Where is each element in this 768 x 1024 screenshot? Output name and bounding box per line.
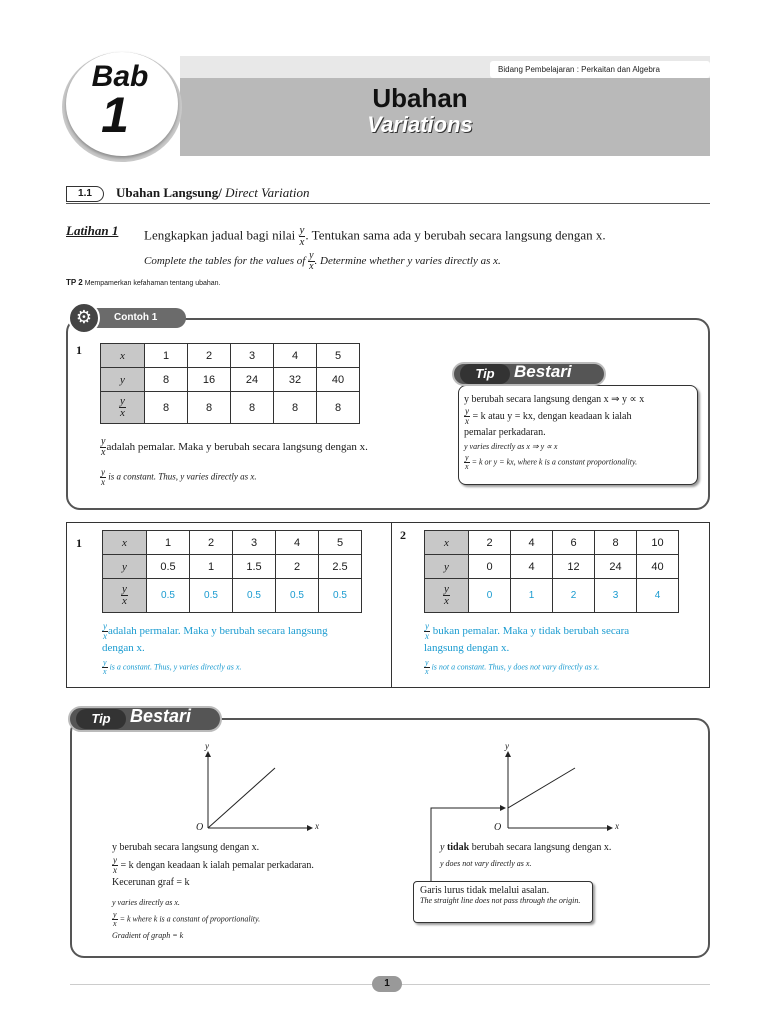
note-line: Gradient of graph = k (112, 931, 184, 940)
cell: 1 (190, 555, 233, 579)
exercise-1-answer-ms: $\frac{y}{x}$ adalah permalar. Maka y berubah secara langsung dengan x. (102, 621, 328, 654)
cell: 40 (317, 368, 360, 392)
example-conclusion-ms: $\frac{y}{x}$ adalah pemalar. Maka y berubah secara langsung dengan x. (101, 436, 368, 458)
cell: 0.5 (147, 555, 190, 579)
callout-text-en: The straight line does not pass through the origin. (420, 896, 581, 905)
question-ms (144, 225, 606, 248)
exercise-2-table (424, 530, 679, 613)
learning-area-label: Bidang Pembelajaran : Perkaitan dan Algebra (490, 61, 710, 78)
example-table (100, 343, 360, 424)
note-line: y tidak berubah secara langsung dengan x. (440, 842, 612, 853)
cell: 2.5 (319, 555, 362, 579)
note-line: y varies directly as x. (112, 898, 180, 907)
row-header-ratio: $\frac{y}{x}$ (103, 579, 147, 613)
cell: 2 (188, 344, 231, 368)
tip-label: Tip (76, 709, 126, 729)
tip-line: y varies directly as x ⇒ y ∝ x (464, 442, 558, 451)
conclusion-text: is a constant. Thus, y varies directly as x. (108, 471, 257, 482)
cell: 3 (233, 531, 276, 555)
chapter-label: Bab (91, 60, 149, 93)
chapter-title-en: Variations (367, 112, 473, 137)
cell: 12 (553, 555, 595, 579)
tp-text: Mempamerkan kefahaman tentang ubahan. (84, 280, 221, 287)
answer-cell: 0 (469, 579, 511, 613)
cell: 2 (190, 531, 233, 555)
cell: 8 (274, 392, 317, 424)
cell: 5 (319, 531, 362, 555)
chapter-number: 1 (101, 87, 129, 143)
tip-line: $\frac{y}{x}$ = k atau y = kx, dengan keadaan k ialah (465, 406, 632, 426)
row-header-y: y (101, 368, 145, 392)
frac-den: x (299, 236, 305, 248)
conclusion-text: adalah pemalar. Maka y berubah secara langsung dengan x. (106, 441, 368, 454)
note-line: $\frac{y}{x}$ = k dengan keadaan k ialah pemalar perkadaran. (113, 855, 314, 875)
cell: 1.5 (233, 555, 276, 579)
line-not-through-origin (508, 768, 575, 808)
gear-icon: ⚙ (68, 302, 100, 334)
row-header-ratio: $\frac{y}{x}$ (101, 392, 145, 424)
cell: 1 (145, 344, 188, 368)
x-axis-label: x (615, 821, 619, 831)
cell: 24 (595, 555, 637, 579)
note-line: y does not vary directly as x. (440, 859, 532, 868)
answer-cell: 0.5 (233, 579, 276, 613)
cell: 6 (553, 531, 595, 555)
cell: 24 (231, 368, 274, 392)
latihan-label: Latihan 1 (66, 223, 119, 238)
example-number: 1 (76, 343, 82, 357)
cell: 5 (317, 344, 360, 368)
cell: 32 (274, 368, 317, 392)
tip-line: $\frac{y}{x}$ = k or y = kx, where k is a constant proportionality. (465, 453, 638, 471)
bestari-label: Bestari (514, 362, 572, 381)
bestari-label: Bestari (130, 706, 192, 726)
note-line: y berubah secara langsung dengan x. (112, 842, 260, 853)
note-line: $\frac{y}{x}$ = k where k is a constant of proportionality. (113, 910, 261, 928)
cell: 2 (469, 531, 511, 555)
exercise-1-table (102, 530, 362, 613)
cell: 3 (231, 344, 274, 368)
question-ms-part2: . Tentukan sama ada y berubah secara langsung dengan x. (305, 227, 606, 243)
cell: 4 (276, 531, 319, 555)
section-underline (66, 203, 710, 204)
cell: 4 (511, 555, 553, 579)
cell: 8 (231, 392, 274, 424)
exercise-2-answer-en: $\frac{y}{x}$ is not a constant. Thus, y does not vary directly as x. (425, 658, 600, 676)
callout-text-ms: Garis lurus tidak melalui asalan. (420, 885, 550, 896)
cell: 8 (595, 531, 637, 555)
cell: 40 (637, 555, 679, 579)
section-number: 1.1 (66, 186, 104, 202)
cell: 10 (637, 531, 679, 555)
row-header-ratio: $\frac{y}{x}$ (425, 579, 469, 613)
exercise-1-answer-en: $\frac{y}{x}$ is a constant. Thus, y varies directly as x. (103, 658, 242, 676)
row-header-y: y (425, 555, 469, 579)
section-title-ms: Ubahan Langsung/ (116, 185, 222, 200)
origin-label: O (494, 822, 502, 833)
frac-den: x (309, 261, 314, 272)
cell: 2 (276, 555, 319, 579)
left-graph-notes (112, 840, 402, 944)
row-header-x: x (101, 344, 145, 368)
origin-label: O (196, 822, 204, 833)
answer-cell: 0.5 (190, 579, 233, 613)
question-en (144, 251, 501, 272)
x-axis-label: x (315, 821, 319, 831)
section-title (116, 185, 310, 201)
answer-cell: 0.5 (319, 579, 362, 613)
frac-num: y (309, 250, 314, 261)
question-en-part1: Complete the tables for the values of (144, 255, 306, 268)
y-axis-label: y (505, 741, 509, 751)
row-header-x: x (103, 531, 147, 555)
example-conclusion-en: $\frac{y}{x}$ is a constant. Thus, y varies directly as x. (101, 467, 257, 487)
cell: 4 (511, 531, 553, 555)
question-en-part2: . Determine whether y varies directly as x. (314, 255, 501, 268)
cell: 16 (188, 368, 231, 392)
callout-box (413, 881, 593, 923)
y-axis-label: y (205, 741, 209, 751)
exercise-1-number: 1 (76, 536, 82, 550)
line-through-origin (208, 768, 275, 828)
cell: 0 (469, 555, 511, 579)
note-line: Kecerunan graf = k (112, 877, 190, 888)
page-number: 1 (372, 976, 402, 992)
answer-cell: 4 (637, 579, 679, 613)
tip-line: y berubah secara langsung dengan x ⇒ y ∝ x (464, 394, 645, 405)
chapter-title-ms: Ubahan (372, 83, 468, 113)
cell: 8 (317, 392, 360, 424)
cell: 8 (145, 392, 188, 424)
cell: 1 (147, 531, 190, 555)
right-graph-notes (440, 840, 700, 872)
cell: 8 (188, 392, 231, 424)
tip-line: pemalar perkadaran. (464, 427, 546, 438)
row-header-y: y (103, 555, 147, 579)
exercise-divider (391, 522, 392, 688)
tp-label: TP 2 (66, 278, 83, 287)
answer-cell: 0.5 (276, 579, 319, 613)
tip-label: Tip (460, 364, 510, 384)
answer-cell: 3 (595, 579, 637, 613)
answer-cell: 2 (553, 579, 595, 613)
exercise-2-number: 2 (400, 528, 406, 542)
answer-cell: 0.5 (147, 579, 190, 613)
answer-cell: 1 (511, 579, 553, 613)
question-ms-part1: Lengkapkan jadual bagi nilai (144, 227, 296, 243)
cell: 4 (274, 344, 317, 368)
example-tab: Contoh 1 (70, 308, 186, 328)
tip-content (464, 393, 696, 471)
row-header-x: x (425, 531, 469, 555)
cell: 8 (145, 368, 188, 392)
exercise-2-answer-ms: $\frac{y}{x}$ bukan pemalar. Maka y tidak berubah secara langsung dengan x. (424, 621, 630, 654)
tp-note (66, 278, 221, 287)
section-title-en: Direct Variation (221, 185, 310, 200)
frac-num: y (299, 224, 305, 236)
